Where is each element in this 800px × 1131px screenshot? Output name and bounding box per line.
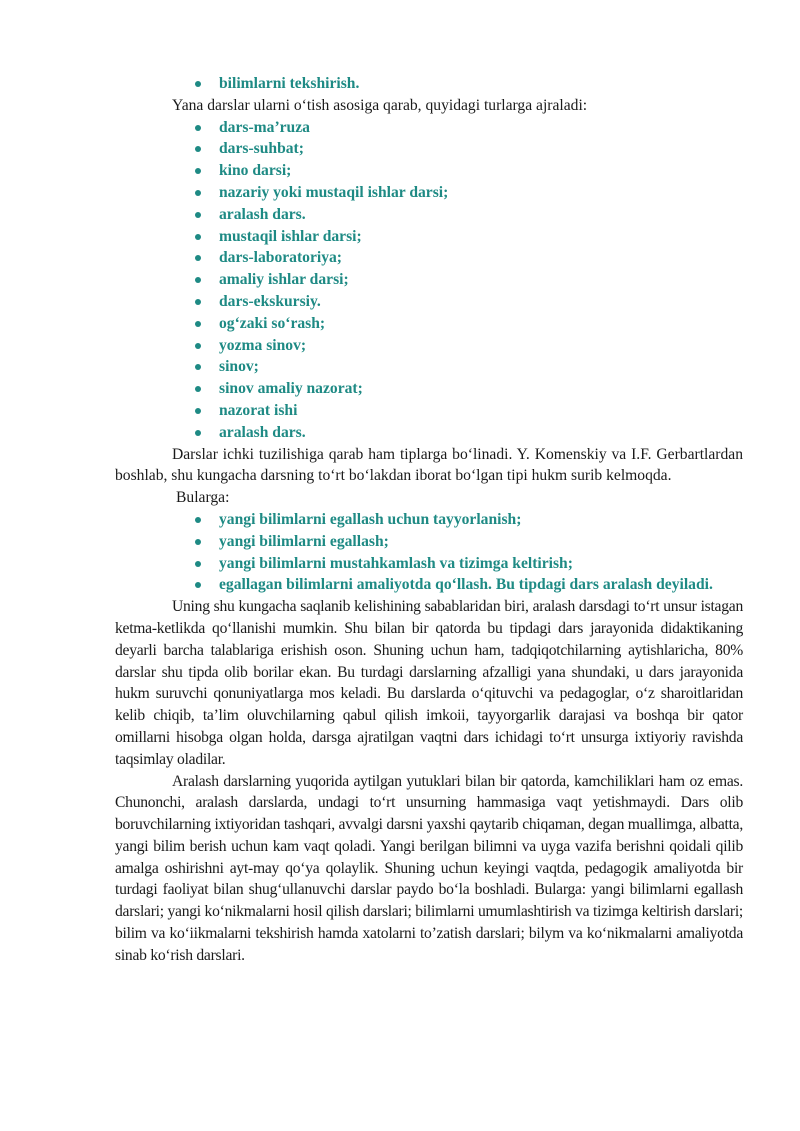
page-content — [115, 73, 743, 967]
bullet-list-lesson-types — [115, 117, 743, 444]
list-item: egallagan bilimlarni amaliyotda qo‘llash. Bu tipdagi dars aralash deyiladi. — [219, 574, 743, 596]
list-item: aralash dars. — [219, 204, 743, 226]
paragraph-structure: Darslar ichki tuzilishiga qarab ham tiplarga bo‘linadi. Y. Komenskiy va I.F. Gerbartlardan boshlab, shu kungacha darsning to‘rt bo‘lakdan iborat bo‘lgan tipi hukm surib kelmoqda. — [115, 445, 743, 485]
list-item: yangi bilimlarni mustahkamlash va tizimga keltirish; — [219, 553, 743, 575]
list-item: aralash dars. — [219, 422, 743, 444]
list-item: amaliy ishlar darsi; — [219, 269, 743, 291]
list-item: dars-ma’ruza — [219, 117, 743, 139]
list-item: nazariy yoki mustaqil ishlar darsi; — [219, 182, 743, 204]
list-item: nazorat ishi — [219, 400, 743, 422]
list-item: sinov amaliy nazorat; — [219, 378, 743, 400]
list-item: dars-laboratoriya; — [219, 247, 743, 269]
list-item: og‘zaki so‘rash; — [219, 313, 743, 335]
list-item: yangi bilimlarni egallash uchun tayyorlanish; — [219, 509, 743, 531]
list-item: yangi bilimlarni egallash; — [219, 531, 743, 553]
list-item: kino darsi; — [219, 160, 743, 182]
list-item: yozma sinov; — [219, 335, 743, 357]
list-item: mustaqil ishlar darsi; — [219, 226, 743, 248]
paragraph-shortcomings: Aralash darslarning yuqorida aytilgan yutuklari bilan bir qatorda, kamchiliklari ham oz emas. Chunonchi, aralash darslarda, undagi to‘rt unsurning hammasiga vaqt yetishmaydi. Dars olib boruvchilarning ixtiyoridan tashqari, avvalgi darsni yaxshi qaytarib chiqaman, degan muallimga, albatta, yangi bilim berish uchun kam vaqt qoladi. Yangi berilgan bilimni va uyga vazifa berishni qoidali qilib amalga oshirishni ayt-may qo‘ya qolaylik. Shuning uchun keyingi vaqtda, pedagogik amaliyotda bir turdagi faoliyat bilan shug‘ullanuvchi darslar paydo bo‘la boshladi. Bularga: yangi bilimlarni egallash darslari; yangi ko‘nikmalarni hosil qilish darslari; bilimlarni umumlashtirish va tizimga keltirish darslari; bilim va ko‘iikmalarni tekshirish hamda xatolarni to’zatish darslari; bilym va ko‘nikmalarni amaliyotda sinab ko‘rish darslari. — [115, 772, 743, 964]
list-item: bilimlarni tekshirish. — [219, 73, 743, 95]
bullet-list-lesson-parts — [115, 509, 743, 596]
list-item: sinov; — [219, 356, 743, 378]
list-item: dars-ekskursiy. — [219, 291, 743, 313]
list-item: dars-suhbat; — [219, 138, 743, 160]
paragraph-mixed-lesson: Uning shu kungacha saqlanib kelishining sabablaridan biri, aralash darsdagi to‘rt unsur istagan ketma-ketlikda qo‘llanishi mumkin. Shu bilan bir qatorda bu tipdagi dars jarayonida didaktikaning deyarli barcha talablariga erishish oson. Shuning uchun ham, tadqiqotchilarning aytishlaricha, 80% darslar shu tipda olib borilar ekan. Bu turdagi darslarning afzalligi yana shundaki, u dars jarayonida hukm suruvchi qonuniyatlarga mos keladi. Bu darslarda o‘qituvchi va pedagoglar, o‘z sharoitlaridan kelib chiqib, ta’lim oluvchilarning qabul qilish imkoii, tayyorgarlik darajasi va boshqa bir qator omillarni hisobga olgan holda, darsga ajratilgan vaqtni dars ichidagi to‘rt unsurga ixtiyoriy ravishda taqsimlay oladilar. — [115, 598, 743, 768]
label-bularga: Bularga: — [176, 489, 230, 507]
bullet-list-checks — [115, 73, 743, 95]
paragraph-intro: Yana darslar ularni o‘tish asosiga qarab, quyidagi turlarga ajraladi: — [172, 96, 588, 114]
